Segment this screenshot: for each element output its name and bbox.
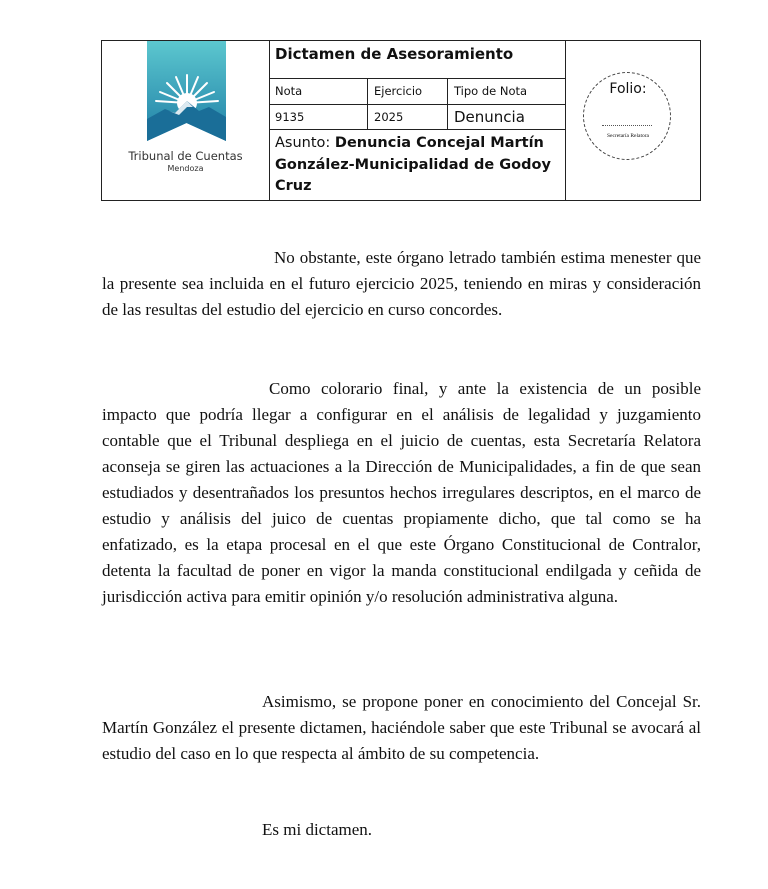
paragraph-1: No obstante, este órgano letrado también estima menester que la presente sea incluida en el futuro ejercicio 2025, teniendo en miras y consideración de las resultas del estudio del ejercicio en curso concordes.	[102, 248, 701, 319]
tribunal-logo-icon	[147, 41, 226, 141]
logo-name: Tribunal de Cuentas	[128, 149, 243, 163]
stamp-text: Secretaría Relatora	[607, 133, 649, 139]
column-header-ejercicio: Ejercicio	[368, 78, 448, 105]
asunto-field	[275, 133, 559, 198]
logo-subtitle: Mendoza	[167, 164, 204, 173]
logo-cell	[102, 41, 270, 200]
closing-line: Es mi dictamen.	[262, 820, 373, 839]
paragraph-2: Como colorario final, y ante la existencia de un posible impacto que podría llegar a configurar en el análisis de legalidad y juzgamiento contable que el Tribunal despliega en el juicio de cuentas, esta Secretaría Relatora aconseja se giren las actuaciones a la Dirección de Municipalidades, a fin de que sean estudiados y desentrañados los presuntos hechos irregulares descriptos, en el marco de estudio y análisis del juico de cuentas propiamente dicho, que tal como se ha enfatizado, es la etapa procesal en el que este Órgano Constitucional de Contralor, detenta la facultad de poner en vigor la manda constitucional endilgada y ceñida de jurisdicción activa para emitir opinión y/o resolución administrativa alguna.	[102, 379, 701, 606]
document-header-table	[101, 40, 701, 201]
header-info-cell	[269, 41, 566, 200]
folio-label: Folio:	[609, 81, 647, 97]
column-header-tipo: Tipo de Nota	[448, 78, 565, 105]
ejercicio-value: 2025	[368, 105, 448, 130]
stamp-dotted-line	[602, 125, 652, 126]
column-header-nota: Nota	[269, 78, 368, 105]
asunto-label: Asunto:	[275, 135, 335, 151]
nota-value: 9135	[269, 105, 368, 130]
document-title: Dictamen de Asesoramiento	[275, 45, 514, 63]
folio-stamp	[583, 72, 671, 160]
paragraph-3: Asimismo, se propone poner en conocimiento del Concejal Sr. Martín González el presente dictamen, haciéndole saber que este Tribunal se avocará al estudio del caso en lo que respecta al ámbito de su competencia.	[102, 692, 701, 763]
folio-cell	[565, 41, 700, 200]
asunto-value: Denuncia Concejal Martín González-Municipalidad de Godoy Cruz	[275, 135, 551, 194]
tipo-value: Denuncia	[448, 105, 565, 130]
document-title-row	[269, 41, 565, 79]
